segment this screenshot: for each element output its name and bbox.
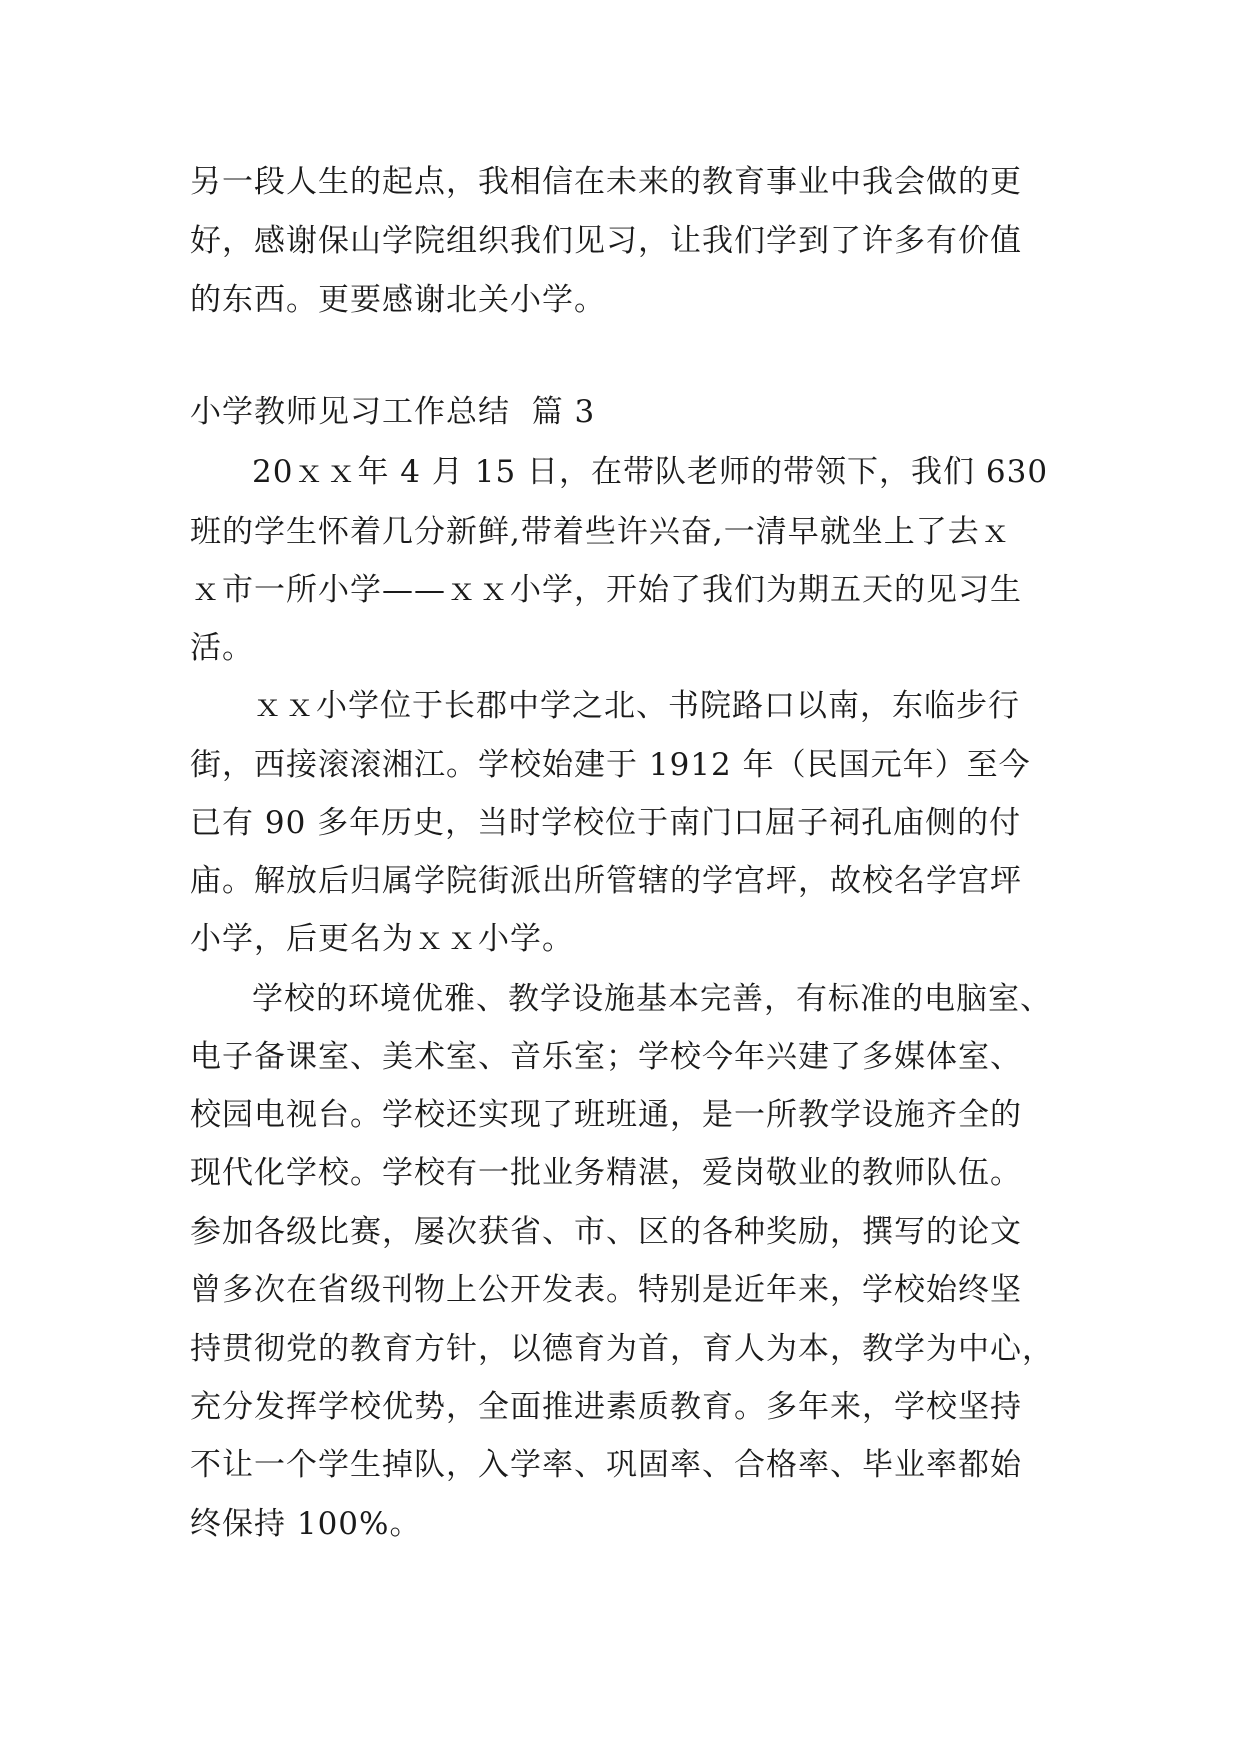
text-line: 已有 90 多年历史，当时学校位于南门口屈子祠孔庙侧的付 [190,805,1022,841]
text-line: 校园电视台。学校还实现了班班通，是一所教学设施齐全的 [190,1097,1022,1133]
text-line: 学校的环境优雅、教学设施基本完善，有标准的电脑室、 [252,981,1052,1017]
text-line: 活。 [190,630,254,666]
text-line: 终保持 100%。 [190,1506,422,1542]
section-heading: 小学教师见习工作总结 篇 3 [190,394,596,430]
text-line: 另一段人生的起点，我相信在未来的教育事业中我会做的更 [190,164,1022,200]
text-line: 曾多次在省级刊物上公开发表。特别是近年来，学校始终坚 [190,1272,1022,1308]
text-line: ｘｘ小学位于长郡中学之北、书院路口以南，东临步行 [252,688,1020,724]
text-line: 小学，后更名为ｘｘ小学。 [190,921,574,957]
text-line: 班的学生怀着几分新鲜,带着些许兴奋,一清早就坐上了去ｘ [190,514,1012,550]
text-line: 不让一个学生掉队，入学率、巩固率、合格率、毕业率都始 [190,1447,1022,1483]
text-line: 参加各级比赛，屡次获省、市、区的各种奖励，撰写的论文 [190,1214,1022,1250]
text-line: 好，感谢保山学院组织我们见习，让我们学到了许多有价值 [190,223,1022,259]
text-line: 现代化学校。学校有一批业务精湛，爱岗敬业的教师队伍。 [190,1155,1022,1191]
text-line: 的东西。更要感谢北关小学。 [190,282,606,318]
text-line: 街，西接滚滚湘江。学校始建于 1912 年（民国元年）至今 [190,747,1031,783]
text-line: ｘ市一所小学——ｘｘ小学，开始了我们为期五天的见习生 [190,572,1022,608]
text-line: 电子备课室、美术室、音乐室；学校今年兴建了多媒体室、 [190,1039,1022,1075]
text-line: 充分发挥学校优势，全面推进素质教育。多年来，学校坚持 [190,1389,1022,1425]
text-line: 持贯彻党的教育方针，以德育为首，育人为本，教学为中心， [190,1331,1054,1367]
text-line: 20ｘｘ年 4 月 15 日，在带队老师的带领下，我们 630 [252,454,1049,490]
text-line: 庙。解放后归属学院街派出所管辖的学宫坪，故校名学宫坪 [190,863,1022,899]
